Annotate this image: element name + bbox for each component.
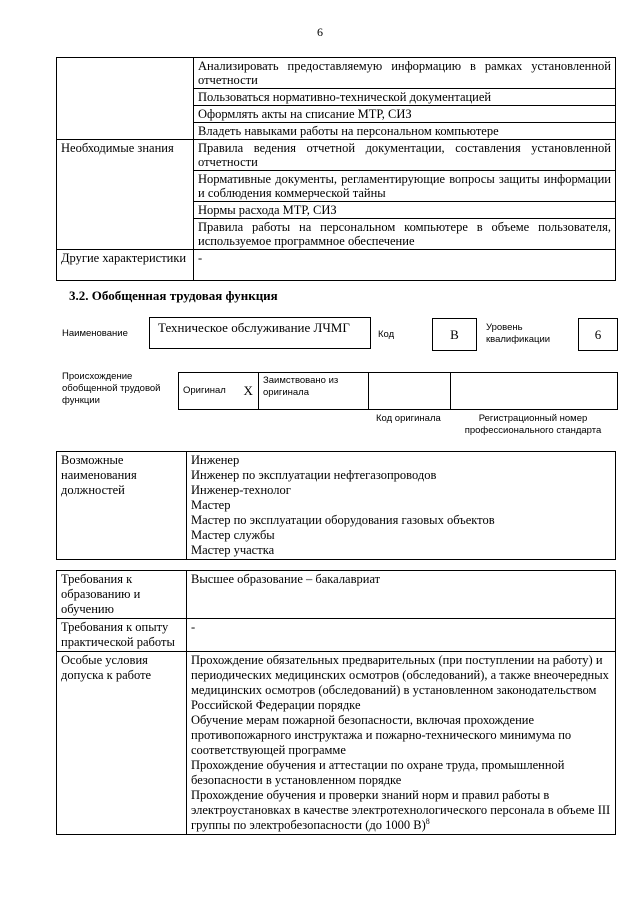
- reg-number-cell: [451, 373, 618, 410]
- level-box: 6: [578, 318, 618, 351]
- original-code-cell: [369, 373, 451, 410]
- code-caption: Код оригинала: [376, 413, 441, 424]
- knowledge-item: Правила работы на персональном компьютере в объеме пользователя, используемое программное обеспечение: [194, 219, 616, 250]
- empty-label-cell: [57, 58, 194, 140]
- special-conditions: [187, 652, 616, 835]
- special-item: Обучение мерам пожарной безопасности, включая прохождение противопожарного инструктажа и пожарно-технического минимума по соответствующей программе: [191, 713, 572, 757]
- special-item: Прохождение обучения и проверки знаний норм и правил работы в электроустановках в качестве электротехнологического персонала в объеме III группы по электробезопасности (до 1000 В): [191, 788, 611, 832]
- code-label: Код: [378, 329, 395, 340]
- requirements-table: [56, 570, 616, 835]
- skill-item: Оформлять акты на списание МТР, СИЗ: [194, 106, 616, 123]
- knowledge-item: Нормы расхода МТР, СИЗ: [194, 202, 616, 219]
- original-label: Оригинал: [179, 373, 239, 410]
- original-mark: X: [239, 373, 259, 410]
- experience-label: Требования к опыту практической работы: [57, 619, 187, 652]
- knowledge-item: Правила ведения отчетной документации, составления установленной отчетности: [194, 140, 616, 171]
- function-name-box: Техническое обслуживание ЛЧМГ: [149, 317, 371, 349]
- origin-label: Происхождение обобщенной трудовой функции: [62, 371, 161, 406]
- special-item: Прохождение обучения и аттестации по охране труда, промышленной безопасности в установленном порядке: [191, 758, 565, 787]
- position-item: Мастер службы: [191, 528, 275, 542]
- education-label: Требования к образованию и обучению: [57, 571, 187, 619]
- other-value: -: [194, 250, 616, 281]
- knowledge-item: Нормативные документы, регламентирующие вопросы защиты информации и соблюдения коммерческой тайны: [194, 171, 616, 202]
- skill-item: Анализировать предоставляемую информацию в рамках установленной отчетности: [194, 58, 616, 89]
- position-item: Мастер: [191, 498, 231, 512]
- position-item: Мастер участка: [191, 543, 275, 557]
- skill-item: Пользоваться нормативно-технической документацией: [194, 89, 616, 106]
- position-item: Инженер: [191, 453, 240, 467]
- education-value: Высшее образование – бакалавриат: [187, 571, 616, 619]
- position-item: Инженер-технолог: [191, 483, 291, 497]
- borrowed-label: Заимствовано из оригинала: [259, 373, 369, 410]
- section-title: 3.2. Обобщенная трудовая функция: [69, 288, 278, 303]
- other-label: Другие характеристики: [57, 250, 194, 281]
- positions-label: Возможные наименования должностей: [57, 452, 187, 560]
- knowledge-label: Необходимые знания: [57, 140, 194, 250]
- reg-caption: Регистрационный номер профессионального стандарта: [464, 413, 602, 436]
- page-number: 6: [317, 25, 323, 39]
- positions-list: [187, 452, 616, 560]
- special-item: Прохождение обязательных предварительных (при поступлении на работу) и периодических медицинских осмотров (обследований), а также внеочередных медицинских осмотров (обследований) в установленном законодательством Российской Федерации порядке: [191, 653, 609, 712]
- footnote-mark: 8: [425, 816, 430, 826]
- code-box: В: [432, 318, 477, 351]
- special-label: Особые условия допуска к работе: [57, 652, 187, 835]
- skills-knowledge-table: [56, 57, 616, 281]
- special-item-last: [191, 788, 611, 833]
- experience-value: -: [187, 619, 616, 652]
- position-item: Мастер по эксплуатации оборудования газовых объектов: [191, 513, 495, 527]
- origin-table: [178, 372, 618, 410]
- level-label: Уровень квалификации: [486, 322, 551, 345]
- position-item: Инженер по эксплуатации нефтегазопроводов: [191, 468, 437, 482]
- name-label: Наименование: [62, 328, 128, 339]
- skill-item: Владеть навыками работы на персональном компьютере: [194, 123, 616, 140]
- positions-table: [56, 451, 616, 560]
